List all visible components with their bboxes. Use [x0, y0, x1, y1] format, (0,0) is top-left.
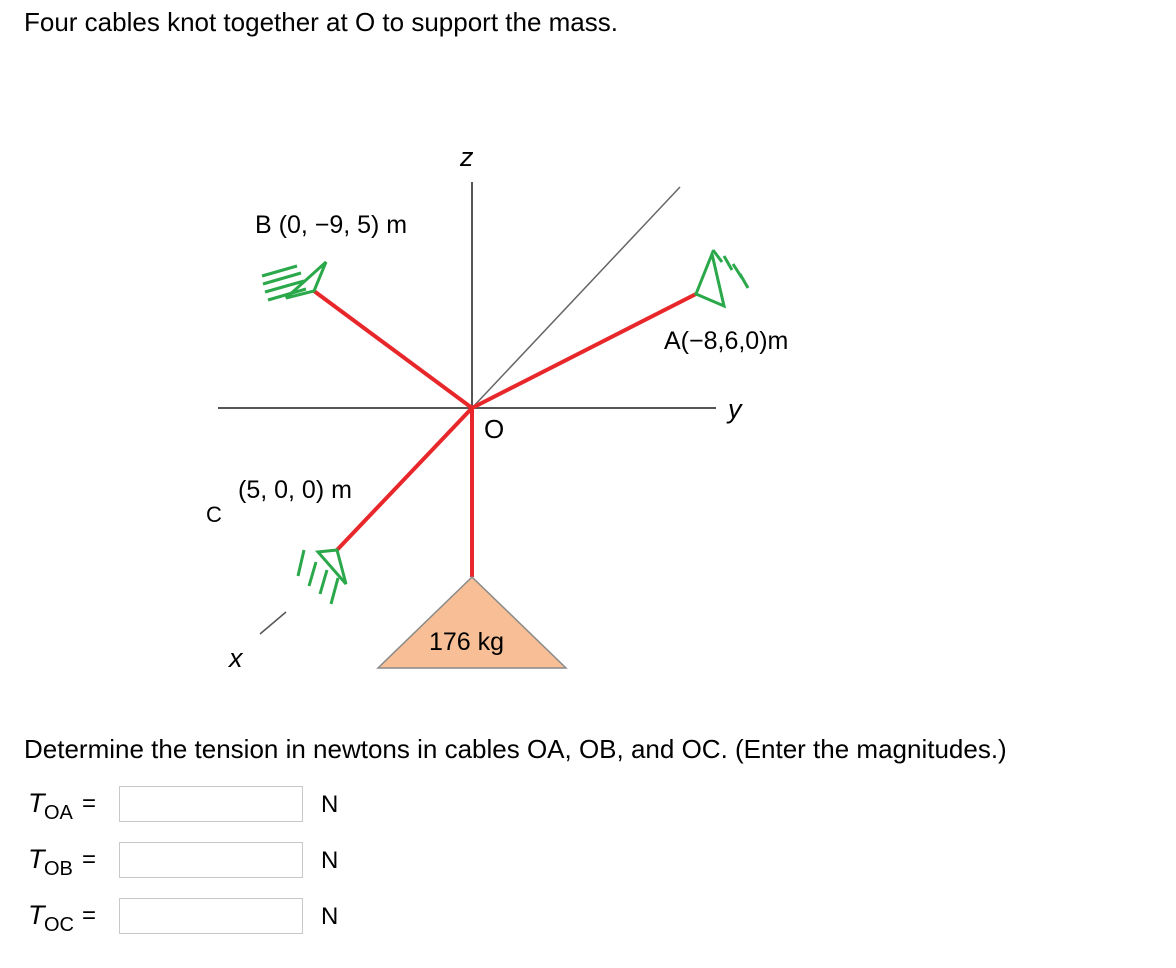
- unit-label: N: [321, 791, 339, 818]
- answer-row-toc: [24, 898, 364, 940]
- equals-sign: =: [82, 902, 97, 929]
- toa-input[interactable]: [119, 786, 303, 822]
- tension-symbol: T: [28, 900, 45, 930]
- point-b-label: B (0, −9, 5) m: [255, 211, 408, 239]
- answer-row-tob: [24, 842, 364, 884]
- unit-label: N: [321, 847, 339, 874]
- anchor-a-icon: [696, 250, 748, 306]
- unit-label: N: [321, 903, 339, 930]
- question-text: Determine the tension in newtons in cables OA, OB, and OC. (Enter the magnitudes.): [24, 734, 1007, 764]
- tension-symbol: T: [28, 844, 45, 874]
- point-c-coords: (5, 0, 0) m: [238, 476, 352, 504]
- tension-symbol: T: [28, 788, 45, 818]
- origin-label: O: [484, 414, 505, 444]
- x-axis-stub: [260, 612, 286, 634]
- axis-x-label: x: [229, 643, 243, 673]
- tension-subscript: OA: [44, 802, 73, 824]
- toc-input[interactable]: [119, 898, 303, 934]
- tension-subscript: OC: [44, 914, 74, 936]
- answer-row-toa: [24, 786, 364, 828]
- tob-input[interactable]: [119, 842, 303, 878]
- equals-sign: =: [82, 790, 97, 817]
- equals-sign: =: [82, 846, 97, 873]
- diagonal-axis-line: [472, 187, 680, 408]
- axis-y-label: y: [728, 394, 742, 424]
- point-c-label: C: [206, 502, 222, 527]
- cable-oa: [472, 294, 696, 408]
- cable-ob: [314, 291, 472, 408]
- problem-statement: Four cables knot together at O to support the mass.: [24, 7, 618, 37]
- tension-subscript: OB: [44, 858, 73, 880]
- anchor-c-icon: [298, 550, 346, 604]
- point-a-label: A(−8,6,0)m: [664, 327, 789, 355]
- axis-z-label: z: [460, 142, 474, 172]
- cable-oc: [337, 408, 472, 550]
- mass-label: 176 kg: [429, 628, 505, 656]
